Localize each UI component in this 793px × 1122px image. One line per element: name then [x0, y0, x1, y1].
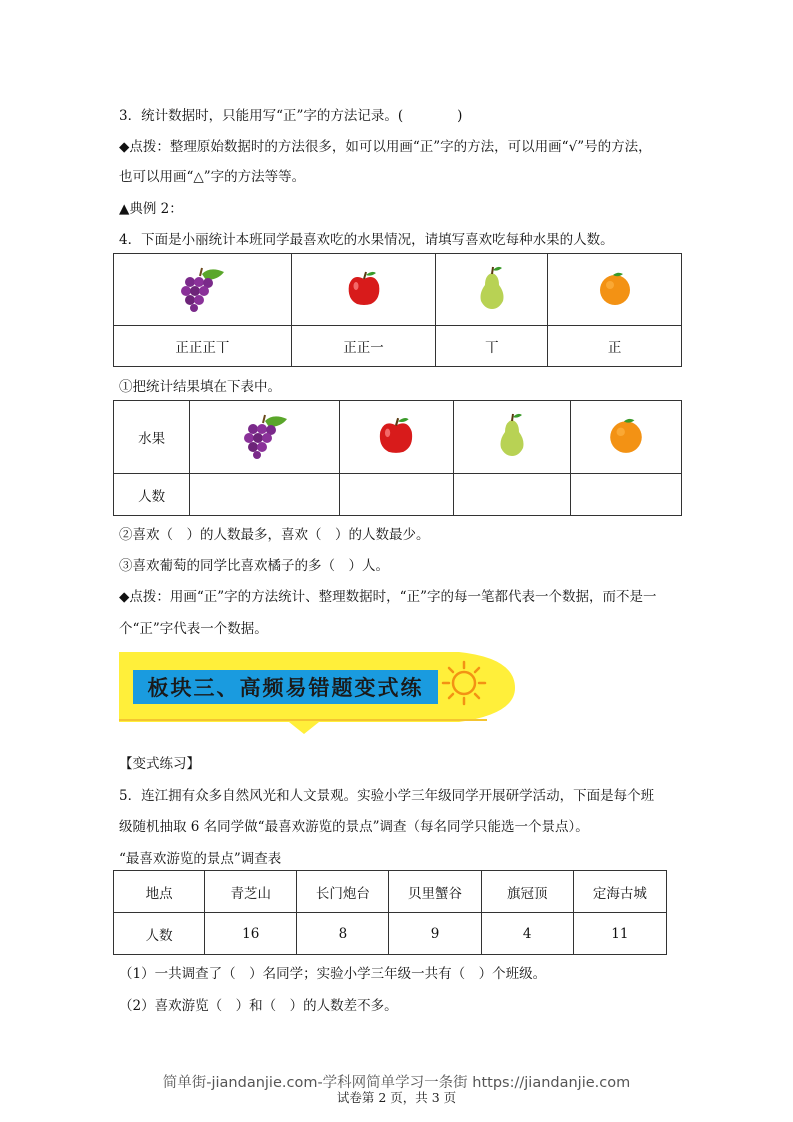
page-footer: 试卷第 2 页，共 3 页	[336, 1090, 457, 1105]
tally-table	[113, 253, 682, 367]
tally-fruit-orange	[548, 254, 682, 326]
survey-value-3: 9	[389, 913, 481, 955]
orange-icon	[606, 415, 646, 455]
q3-tip-line2: 也可以用画“△”字的方法等等。	[119, 169, 306, 185]
tally-grape: 正正正丅	[114, 326, 292, 367]
survey-header-1: 青芝山	[205, 871, 297, 913]
q4-sub1: ①把统计结果填在下表中。	[119, 379, 281, 395]
q5-sub1: （1）一共调查了（ ）名同学；实验小学三年级一共有（ ）个班级。	[119, 966, 547, 982]
q4-sub3: ③喜欢葡萄的同学比喜欢橘子的多（ ）人。	[119, 558, 389, 574]
survey-row-label: 人数	[114, 913, 205, 955]
survey-value-5: 11	[573, 913, 666, 955]
result-fruit-grape	[190, 401, 340, 474]
result-fruit-pear	[453, 401, 570, 474]
section-banner-title: 板块三、高频易错题变式练	[133, 670, 438, 704]
survey-value-4: 4	[481, 913, 573, 955]
q5-sub2: （2）喜欢游览（ ）和（ ）的人数差不多。	[119, 998, 398, 1014]
apple-icon	[345, 269, 383, 307]
tally-apple: 正正一	[291, 326, 436, 367]
q4-tip-line1: ◆点拨：用画“正”字的方法统计、整理数据时，“正”字的每一笔都代表一个数据，而不是一	[119, 589, 657, 605]
result-header-count: 人数	[114, 474, 190, 516]
q4-question: 4．下面是小丽统计本班同学最喜欢吃的水果情况，请填写喜欢吃每种水果的人数。	[119, 232, 614, 248]
tally-fruit-pear	[436, 254, 548, 326]
example-label: ▲典例 2：	[119, 201, 183, 217]
watermark: 简单街-jiandanjie.com-学科网简单学习一条街 https://jiandanjie.com	[162, 1075, 631, 1091]
orange-icon	[596, 269, 634, 307]
grape-icon	[176, 264, 228, 312]
q4-tip-line2: 个“正”字代表一个数据。	[119, 621, 268, 637]
practice-label: 【变式练习】	[119, 756, 200, 772]
result-header-fruit: 水果	[114, 401, 190, 474]
tally-pear: 丅	[436, 326, 548, 367]
q5-line2: 级随机抽取 6 名同学做“最喜欢游览的景点”调查（每名同学只能选一个景点）。	[119, 819, 589, 835]
pear-icon	[495, 412, 529, 458]
grape-icon	[239, 411, 291, 459]
apple-icon	[376, 415, 416, 455]
result-fruit-orange	[570, 401, 681, 474]
survey-table	[113, 870, 667, 955]
result-count-grape[interactable]	[190, 474, 340, 516]
result-table	[113, 400, 682, 516]
q5-table-title: “最喜欢游览的景点”调查表	[119, 851, 282, 867]
survey-header-3: 贝里蟹谷	[389, 871, 481, 913]
survey-value-2: 8	[297, 913, 389, 955]
pear-icon	[475, 265, 509, 311]
result-count-orange[interactable]	[570, 474, 681, 516]
survey-header-2: 长门炮台	[297, 871, 389, 913]
result-fruit-apple	[340, 401, 453, 474]
q4-sub2: ②喜欢（ ）的人数最多，喜欢（ ）的人数最少。	[119, 527, 430, 543]
survey-value-1: 16	[205, 913, 297, 955]
survey-header-5: 定海古城	[573, 871, 666, 913]
survey-header-4: 旗冠顶	[481, 871, 573, 913]
survey-header-place: 地点	[114, 871, 205, 913]
result-count-pear[interactable]	[453, 474, 570, 516]
tally-fruit-apple	[291, 254, 436, 326]
tally-fruit-grape	[114, 254, 292, 326]
tally-orange: 正	[548, 326, 682, 367]
q5-line1: 5．连江拥有众多自然风光和人文景观。实验小学三年级同学开展研学活动，下面是每个班	[119, 788, 655, 804]
q3-tip-line1: ◆点拨：整理原始数据时的方法很多，如可以用画“正”字的方法，可以用画“√”号的方法，	[119, 139, 652, 155]
result-count-apple[interactable]	[340, 474, 453, 516]
q3-question: 3．统计数据时，只能用写“正”字的方法记录。( )	[119, 108, 463, 124]
